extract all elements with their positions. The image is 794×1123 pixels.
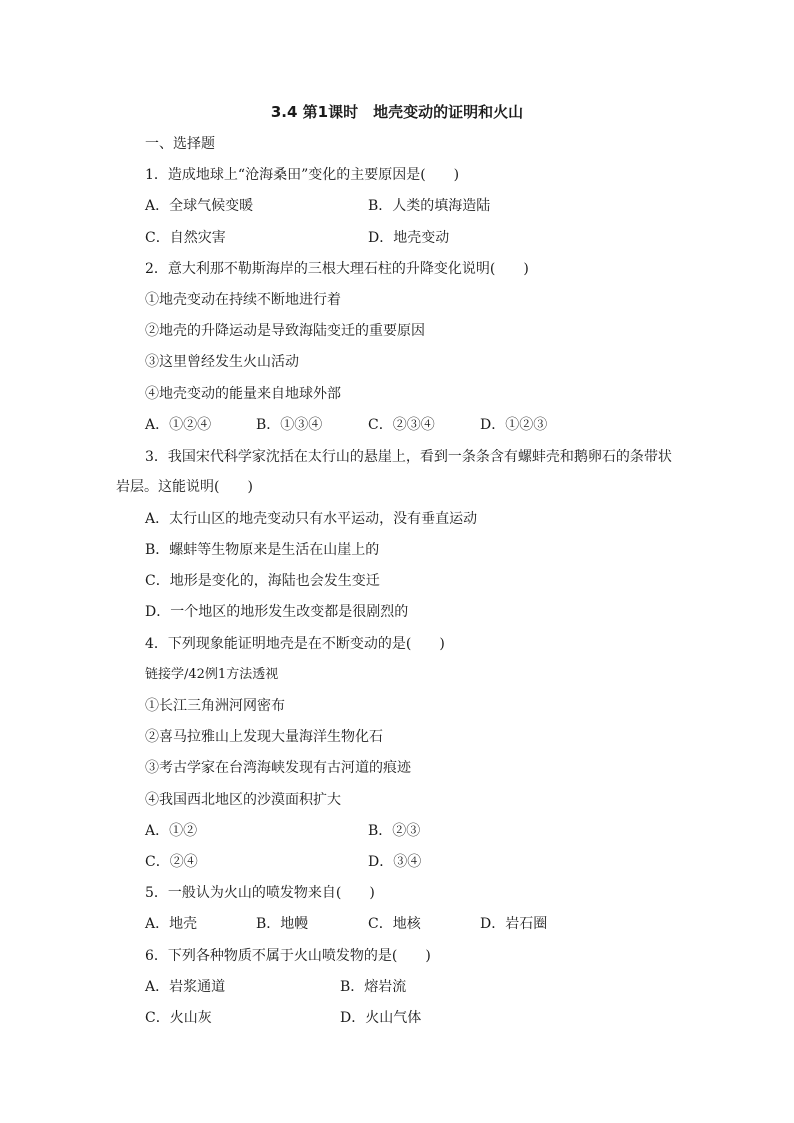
question-3-option-c: C．地形是变化的，海陆也会发生变迁 — [145, 573, 380, 589]
question-4-option-b: B．②③ — [368, 823, 421, 839]
question-1-option-d: D．地壳变动 — [368, 230, 450, 246]
question-2-option-a: A．①②④ — [145, 417, 212, 433]
question-2-statement-4: ④地壳变动的能量来自地球外部 — [145, 386, 341, 402]
question-1-option-a: A．全球气候变暖 — [145, 198, 254, 214]
question-1-option-c: C．自然灾害 — [145, 230, 226, 246]
question-4-option-d: D．③④ — [368, 854, 422, 870]
question-1-option-b: B．人类的填海造陆 — [368, 198, 491, 214]
question-4-option-a: A．①② — [145, 823, 198, 839]
question-1-stem: 1．造成地球上“沧海桑田”变化的主要原因是( ) — [145, 167, 460, 183]
question-5-option-a: A．地壳 — [145, 916, 198, 932]
question-6-stem: 6．下列各种物质不属于火山喷发物的是( ) — [145, 948, 431, 964]
question-6-option-b: B．熔岩流 — [340, 979, 407, 995]
question-2-option-c: C．②③④ — [368, 417, 435, 433]
question-4-statement-3: ③考古学家在台湾海峡发现有古河道的痕迹 — [145, 760, 411, 776]
question-4-statement-4: ④我国西北地区的沙漠面积扩大 — [145, 792, 341, 808]
question-2-option-d: D．①②③ — [480, 417, 548, 433]
question-3-option-d: D．一个地区的地形发生改变都是很剧烈的 — [145, 604, 409, 620]
page-title: 3.4 第1课时 地壳变动的证明和火山 — [270, 103, 524, 121]
question-2-stem: 2．意大利那不勒斯海岸的三根大理石柱的升降变化说明( ) — [145, 261, 529, 277]
question-6-option-a: A．岩浆通道 — [145, 979, 226, 995]
question-6-option-c: C．火山灰 — [145, 1010, 212, 1026]
question-2-statement-2: ②地壳的升降运动是导致海陆变迁的重要原因 — [145, 323, 425, 339]
question-4-option-c: C．②④ — [145, 854, 198, 870]
question-5-stem: 5．一般认为火山的喷发物来自( ) — [145, 885, 375, 901]
question-4-link-note: 链接学/42例1方法透视 — [145, 667, 279, 682]
question-4-statement-2: ②喜马拉雅山上发现大量海洋生物化石 — [145, 729, 383, 745]
question-5-option-c: C．地核 — [368, 916, 421, 932]
question-3-stem: 3．我国宋代科学家沈括在太行山的悬崖上，看到一条条含有螺蚌壳和鹅卵石的条带状岩层。这能说明( ) — [116, 449, 672, 495]
question-4-stem: 4．下列现象能证明地壳是在不断变动的是( ) — [145, 636, 445, 652]
question-3-option-b: B．螺蚌等生物原来是生活在山崖上的 — [145, 542, 380, 558]
section-heading: 一、选择题 — [145, 136, 215, 152]
question-2-statement-1: ①地壳变动在持续不断地进行着 — [145, 292, 341, 308]
question-5-option-d: D．岩石圈 — [480, 916, 548, 932]
question-5-option-b: B．地幔 — [256, 916, 309, 932]
question-4-statement-1: ①长江三角洲河网密布 — [145, 698, 285, 714]
question-6-option-d: D．火山气体 — [340, 1010, 422, 1026]
question-3-option-a: A．太行山区的地壳变动只有水平运动，没有垂直运动 — [145, 511, 478, 527]
question-2-statement-3: ③这里曾经发生火山活动 — [145, 354, 299, 370]
question-2-option-b: B．①③④ — [256, 417, 323, 433]
